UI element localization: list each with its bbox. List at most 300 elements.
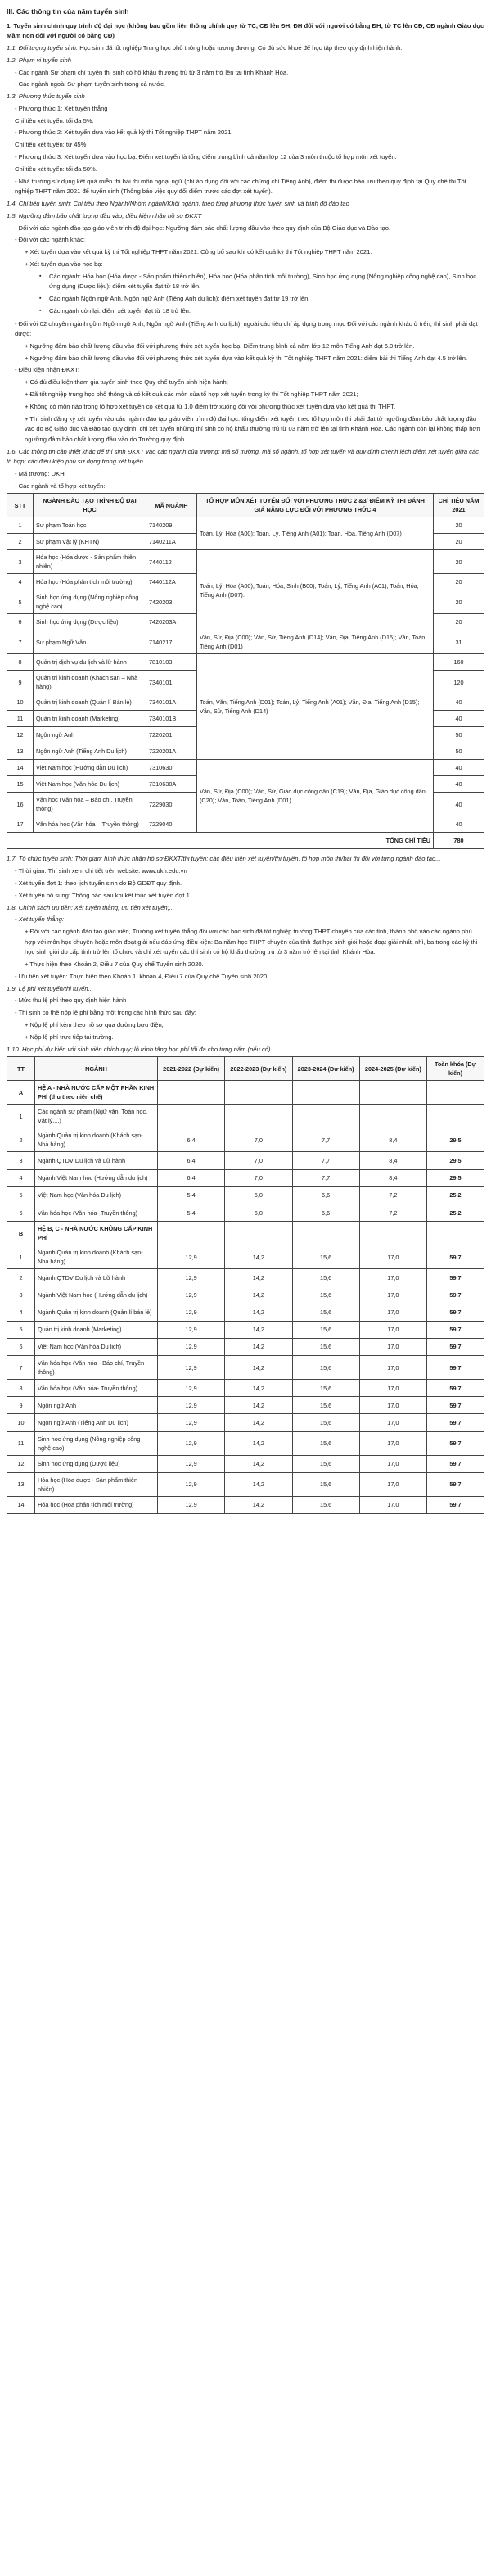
col-quota: CHỈ TIÊU NĂM 2021 <box>434 494 484 517</box>
table-row <box>7 1152 484 1169</box>
cell-quota: 20 <box>434 517 484 534</box>
priority-item: + Đối với các ngành đào tạo giáo viên, Trường xét tuyển thẳng đối với các học sinh đã tốt nghiệp trường THPT chuyên của các tỉnh, thành phố vào các ngành phù hợp với môn học chuyên hoặc môn đoạt giải nếu đáp ứng điều kiện: Ba năm học THPT chuyên của tỉnh đạt học sinh giỏi hoặc đoạt giải nhất, nhì, ba trong các kỳ thi học sinh giỏi do cấp tỉnh trở lên tổ chức và chỉ xét tuyển các thí sinh có hộ khẩu thường trú từ 3 năm trở lên tại tỉnh Khánh Hòa. <box>25 928 478 956</box>
cell-major: Việt Nam học (Hướng dẫn Du lịch) <box>34 760 146 776</box>
table-row <box>7 1169 484 1186</box>
cell-stt: 14 <box>7 760 34 776</box>
cell-year-3: 15,6 <box>292 1380 359 1397</box>
cell-total: 59,7 <box>427 1286 484 1304</box>
cell-year-4: 17,0 <box>359 1472 426 1496</box>
cell-year-3: 7,7 <box>292 1169 359 1186</box>
condition-item: + Thí sinh đăng ký xét tuyển vào các ngành đào tạo giáo viên trình độ đại học: tổng điểm xét tuyển theo tổ hợp môn thi phải đạt từ ngưỡng đảm bảo chất lượng đầu vào do Bộ Giáo dục và Đào tạo quy định, chỉ xét tuyển những thí sinh có hộ khẩu thường trú từ 03 năm trở lên tại tỉnh Khánh Hòa. Các ngành còn lại không thấp hơn ngưỡng đảm bảo chất lượng đầu vào do Trường quy định. <box>25 414 480 443</box>
cell-year-1: 12,9 <box>158 1431 225 1455</box>
cell-year-1: 6,4 <box>158 1152 225 1169</box>
heading-1: 1. Tuyển sinh chính quy trình độ đại học (không bao gồm liên thông chính quy từ TC, CĐ lên ĐH, ĐH đối với người có bằng ĐH; từ TC lên CĐ, CĐ ngành Giáo dục Mầm non đối với người có bằng CĐ) <box>7 21 484 40</box>
cell-year-4: 17,0 <box>359 1269 426 1286</box>
cell-major: Việt Nam học (Văn hóa Du lịch) <box>35 1186 158 1204</box>
cell-year-3: 15,6 <box>292 1496 359 1513</box>
cell-major: Quản trị kinh doanh (Marketing) <box>34 711 146 727</box>
total-label: TỔNG CHỈ TIÊU <box>7 833 434 849</box>
cell-major: Sinh học ứng dụng (Dược liệu) <box>35 1455 158 1472</box>
col-year-3: 2023-2024 (Dự kiến) <box>292 1057 359 1081</box>
fee-item: - Thí sinh có thể nộp lệ phí bằng một trong các hình thức sau đây: <box>15 1009 196 1017</box>
table-row <box>7 517 484 534</box>
cell-major: Các ngành sư phạm (Ngữ văn, Toán học, Vật lý,...) <box>35 1105 158 1128</box>
threshold-item: + Xét tuyển dựa vào kết quả kỳ thi Tốt nghiệp THPT năm 2021: Công bố sau khi có kết quả kỳ thi Tốt nghiệp THPT năm 2021. <box>25 248 372 256</box>
cell-total: 25,2 <box>427 1186 484 1204</box>
scope-item: - Các ngành ngoài Sư phạm tuyển sinh trong cả nước. <box>15 80 166 88</box>
cell-tt: 11 <box>7 1431 35 1455</box>
cell-year-4: 17,0 <box>359 1397 426 1414</box>
col-tt: TT <box>7 1057 35 1081</box>
s1-1-label: 1.1. Đối tượng tuyển sinh: <box>7 43 79 52</box>
cell-year-1: 12,9 <box>158 1496 225 1513</box>
cell-stt: 15 <box>7 776 34 793</box>
threshold-bullet-list <box>7 272 484 317</box>
cell-year-2: 14,2 <box>225 1472 292 1496</box>
cell-quota: 40 <box>434 760 484 776</box>
section-1-3-title: 1.3. Phương thức tuyển sinh <box>7 93 85 101</box>
cell-major: Ngôn ngữ Anh (Tiếng Anh Du lịch) <box>34 743 146 760</box>
cell-code: 7220201A <box>146 743 197 760</box>
section-1-10-title: 1.10. Học phí dự kiến với sinh viên chính quy; lộ trình tăng học phí tối đa cho từng năm (nếu có) <box>7 1045 271 1053</box>
cell-tt: 12 <box>7 1455 35 1472</box>
cell-year-1: 12,9 <box>158 1455 225 1472</box>
cell-year-1: 6,4 <box>158 1128 225 1152</box>
table-row <box>7 550 484 574</box>
table-row <box>7 1186 484 1204</box>
tuition-table-header <box>7 1057 484 1081</box>
cell-major: Sư phạm Toán học <box>34 517 146 534</box>
threshold-item: - Đối với 02 chuyên ngành gồm Ngôn ngữ Anh, Ngôn ngữ Anh (Tiếng Anh du lịch), ngoài các tiêu chí áp dụng trong mục Đối với các ngành khác ở trên, thí sinh phải đạt được: <box>15 319 478 338</box>
cell-major: Sinh học ứng dụng (Dược liệu) <box>34 614 146 630</box>
cell-code: 7310630A <box>146 776 197 793</box>
cell-year-4: 17,0 <box>359 1455 426 1472</box>
cell-code: 7420203 <box>146 590 197 614</box>
cell-year-2: 7,0 <box>225 1152 292 1169</box>
section-1-8-title: 1.8. Chính sách ưu tiên: Xét tuyển thẳng; ưu tiên xét tuyển;... <box>7 903 175 911</box>
cell-stt: 6 <box>7 614 34 630</box>
cell-year-1 <box>158 1105 225 1128</box>
empty-cell <box>359 1222 426 1245</box>
cell-tt: 8 <box>7 1380 35 1397</box>
method-item: - Phương thức 2: Xét tuyển dựa vào kết quả kỳ thi Tốt nghiệp THPT năm 2021. <box>15 129 233 137</box>
cell-major: Sư phạm Ngữ Văn <box>34 630 146 654</box>
cell-major: Sư phạm Vật lý (KHTN) <box>34 534 146 550</box>
cell-major: Quản trị kinh doanh (Marketing) <box>35 1321 158 1338</box>
schedule-item: - Xét tuyển đợt 1: theo lịch tuyển sinh do Bộ GDĐT quy định. <box>15 879 182 888</box>
condition-item: + Đã tốt nghiệp trung học phổ thông và có kết quả các môn của tổ hợp xét tuyển trong kỳ thi Tốt nghiệp THPT năm 2021; <box>25 391 358 398</box>
school-code: - Mã trường: UKH <box>15 469 65 477</box>
cell-total: 59,7 <box>427 1338 484 1355</box>
cell-tt: 13 <box>7 1472 35 1496</box>
total-value: 780 <box>434 833 484 849</box>
cell-code: 7340101B <box>146 711 197 727</box>
cell-major: Hóa học (Hóa dược - Sản phẩm thiên nhiên) <box>34 550 146 574</box>
cell-year-3: 15,6 <box>292 1356 359 1380</box>
group-a-marker: A <box>7 1081 35 1105</box>
cell-year-3: 7,7 <box>292 1152 359 1169</box>
cell-year-4: 17,0 <box>359 1245 426 1269</box>
cell-major: Văn hóa học (Văn hóa- Truyền thông) <box>35 1380 158 1397</box>
section-1-5-title: 1.5. Ngưỡng đảm bảo chất lượng đầu vào, điều kiện nhận hồ sơ ĐKXT <box>7 211 202 219</box>
cell-combos: Toán, Lý, Hóa (A00); Toán, Hóa, Sinh (B00); Toán, Lý, Tiếng Anh (A01); Toán, Hóa, Tiếng Anh (D07). <box>197 550 434 630</box>
cell-code: 7420203A <box>146 614 197 630</box>
cell-year-3: 15,6 <box>292 1304 359 1321</box>
cell-quota: 40 <box>434 711 484 727</box>
cell-total: 59,7 <box>427 1496 484 1513</box>
table-row <box>7 760 484 776</box>
cell-year-3: 6,6 <box>292 1186 359 1204</box>
cell-total: 25,2 <box>427 1204 484 1221</box>
cell-stt: 1 <box>7 517 34 534</box>
cell-total: 59,7 <box>427 1245 484 1269</box>
method-item: Chỉ tiêu xét tuyển: tối đa 50%. <box>15 165 97 173</box>
table-row <box>7 1269 484 1286</box>
cell-year-2: 7,0 <box>225 1169 292 1186</box>
cell-major: Hóa học (Hóa phân tích môi trường) <box>35 1496 158 1513</box>
cell-tt: 6 <box>7 1204 35 1221</box>
cell-stt: 4 <box>7 574 34 590</box>
group-b-row <box>7 1222 484 1245</box>
cell-quota: 20 <box>434 550 484 574</box>
cell-year-2: 14,2 <box>225 1414 292 1431</box>
cell-year-2: 14,2 <box>225 1356 292 1380</box>
cell-stt: 16 <box>7 793 34 816</box>
cell-combos: Toán, Lý, Hóa (A00); Toán, Lý, Tiếng Anh (A01); Toán, Hóa, Tiếng Anh (D07) <box>197 517 434 550</box>
cell-major: Ngành Quản trị kinh doanh (Khách sạn- Nhà hàng) <box>35 1128 158 1152</box>
group-b-label: HỆ B, C - NHÀ NƯỚC KHÔNG CẤP KINH PHÍ <box>35 1222 158 1245</box>
cell-code: 7140211A <box>146 534 197 550</box>
cell-code: 7220201 <box>146 727 197 743</box>
empty-cell <box>158 1222 225 1245</box>
cell-year-1: 12,9 <box>158 1304 225 1321</box>
cell-year-3: 15,6 <box>292 1269 359 1286</box>
cell-year-3: 15,6 <box>292 1286 359 1304</box>
cell-stt: 3 <box>7 550 34 574</box>
cell-major: Ngành Việt Nam học (Hướng dẫn du lịch) <box>35 1169 158 1186</box>
cell-year-1: 12,9 <box>158 1472 225 1496</box>
empty-cell <box>225 1222 292 1245</box>
table-row <box>7 1338 484 1355</box>
cell-year-4: 7,2 <box>359 1186 426 1204</box>
cell-code: 7229030 <box>146 793 197 816</box>
cell-stt: 5 <box>7 590 34 614</box>
section-1-6-title: 1.6. Các thông tin cần thiết khác để thí sinh ĐKXT vào các ngành của trường: mã số trường, mã số ngành, tổ hợp xét tuyển và quy định chênh lệch điểm xét tuyển giữa các tổ hợp; các điều kiện phụ sử dụng trong xét tuyển... <box>7 447 479 466</box>
cell-major: Quản trị kinh doanh (Quản lí Bán lẻ) <box>34 694 146 711</box>
cell-year-2: 14,2 <box>225 1431 292 1455</box>
cell-major: Ngành QTDV Du lịch và Lữ hành <box>35 1269 158 1286</box>
cell-total: 29,5 <box>427 1169 484 1186</box>
table-row <box>7 630 484 654</box>
group-b-marker: B <box>7 1222 35 1245</box>
cell-quota: 40 <box>434 816 484 833</box>
cell-major: Ngành Quản trị kinh doanh (Khách sạn- Nhà hàng) <box>35 1245 158 1269</box>
col-major: NGÀNH <box>35 1057 158 1081</box>
cell-code: 7440112 <box>146 550 197 574</box>
cell-combos: Văn, Sử, Địa (C00); Văn, Sử, Giáo dục công dân (C19); Văn, Địa, Giáo dục công dân (C20); Văn, Toán, Tiếng Anh (D01) <box>197 760 434 833</box>
empty-cell <box>292 1081 359 1105</box>
cell-year-3 <box>292 1105 359 1128</box>
cell-total: 59,7 <box>427 1356 484 1380</box>
threshold-item: - Đối với các ngành khác: <box>15 236 86 244</box>
cell-major: Quản trị dịch vụ du lịch và lữ hành <box>34 654 146 671</box>
priority-item: - Ưu tiên xét tuyển: Thực hiện theo Khoản 1, khoản 4, Điều 7 của Quy chế Tuyển sinh 2020. <box>15 972 269 980</box>
table-row <box>7 1286 484 1304</box>
cell-code: 7140217 <box>146 630 197 654</box>
method-item: Chỉ tiêu xét tuyển: tối đa 5%. <box>15 116 94 124</box>
cell-year-2: 6,0 <box>225 1204 292 1221</box>
table-row <box>7 1204 484 1221</box>
table-row <box>7 1455 484 1472</box>
cell-quota: 160 <box>434 654 484 671</box>
cell-quota: 120 <box>434 671 484 694</box>
cell-year-1: 12,9 <box>158 1356 225 1380</box>
cell-stt: 9 <box>7 671 34 694</box>
cell-major: Quản trị kinh doanh (Khách sạn – Nhà hàng) <box>34 671 146 694</box>
cell-code: 7340101 <box>146 671 197 694</box>
cell-year-1: 12,9 <box>158 1414 225 1431</box>
empty-cell <box>427 1222 484 1245</box>
section-1-9-title: 1.9. Lệ phí xét tuyển/thi tuyển... <box>7 984 93 992</box>
cell-year-2: 14,2 <box>225 1338 292 1355</box>
cell-tt: 6 <box>7 1338 35 1355</box>
table-row <box>7 1496 484 1513</box>
cell-year-1: 12,9 <box>158 1269 225 1286</box>
table-row <box>7 1380 484 1397</box>
table-row <box>7 1472 484 1496</box>
cell-total <box>427 1105 484 1128</box>
condition-item: - Điều kiện nhận ĐKXT: <box>15 366 79 374</box>
table-row <box>7 1128 484 1152</box>
cell-major: Ngôn ngữ Anh (Tiếng Anh Du lịch) <box>35 1414 158 1431</box>
col-year-4: 2024-2025 (Dự kiến) <box>359 1057 426 1081</box>
cell-year-1: 6,4 <box>158 1169 225 1186</box>
cell-year-1: 5,4 <box>158 1204 225 1221</box>
cell-year-3: 15,6 <box>292 1321 359 1338</box>
section-1-1-title <box>7 43 484 54</box>
cell-stt: 12 <box>7 727 34 743</box>
fee-item: + Nộp lệ phí kèm theo hồ sơ qua đường bưu điện; <box>25 1021 164 1029</box>
cell-code: 7340101A <box>146 694 197 711</box>
cell-code: 7229040 <box>146 816 197 833</box>
cell-code: 7140209 <box>146 517 197 534</box>
cell-quota: 20 <box>434 534 484 550</box>
section-1-7-title: 1.7. Tổ chức tuyển sinh: Thời gian; hình thức nhận hồ sơ ĐKXT/thi tuyển; các điều kiện xét tuyển/thi tuyển, tổ hợp môn thi/bài thi đối với từng ngành đào tạo... <box>7 855 441 863</box>
cell-year-4: 8,4 <box>359 1152 426 1169</box>
cell-code: 7440112A <box>146 574 197 590</box>
empty-cell <box>427 1081 484 1105</box>
cell-total: 59,7 <box>427 1321 484 1338</box>
cell-year-4: 17,0 <box>359 1286 426 1304</box>
cell-year-4: 17,0 <box>359 1356 426 1380</box>
cell-year-1: 12,9 <box>158 1286 225 1304</box>
cell-tt: 7 <box>7 1356 35 1380</box>
cell-code: 7810103 <box>146 654 197 671</box>
method-item: Chỉ tiêu xét tuyển: từ 45% <box>15 141 87 149</box>
s1-1-text: Học sinh đã tốt nghiệp Trung học phổ thông hoặc tương đương. Có đủ sức khoẻ để học tập theo quy định hiện hành. <box>79 43 403 52</box>
cell-total: 59,7 <box>427 1304 484 1321</box>
cell-year-4: 17,0 <box>359 1431 426 1455</box>
table-row <box>7 1397 484 1414</box>
cell-year-2: 14,2 <box>225 1397 292 1414</box>
cell-major: Ngôn ngữ Anh <box>34 727 146 743</box>
cell-major: Ngôn ngữ Anh <box>35 1397 158 1414</box>
cell-total: 59,7 <box>427 1431 484 1455</box>
table-row <box>7 1105 484 1128</box>
cell-total: 59,7 <box>427 1269 484 1286</box>
cell-tt: 9 <box>7 1397 35 1414</box>
cell-tt: 3 <box>7 1152 35 1169</box>
table-row <box>7 1414 484 1431</box>
threshold-item: + Ngưỡng đảm bảo chất lượng đầu vào đối với phương thức xét tuyển học bạ: Điểm trung bình cả năm lớp 12 môn Tiếng Anh đạt 6.0 trở lên. <box>25 341 415 350</box>
cell-year-2: 7,0 <box>225 1128 292 1152</box>
cell-year-1: 12,9 <box>158 1380 225 1397</box>
cell-major: Văn hóa học (Văn hóa- Truyền thông) <box>35 1204 158 1221</box>
cell-quota: 40 <box>434 793 484 816</box>
cell-major: Sinh học ứng dụng (Nông nghiệp công nghệ cao) <box>34 590 146 614</box>
cell-year-2: 14,2 <box>225 1496 292 1513</box>
method-item: - Phương thức 1: Xét tuyển thẳng <box>15 104 108 112</box>
section-1-2-title: 1.2. Phạm vi tuyển sinh <box>7 56 71 64</box>
tuition-table <box>7 1056 484 1514</box>
cell-year-1: 12,9 <box>158 1397 225 1414</box>
total-row <box>7 833 484 849</box>
cell-total: 29,5 <box>427 1128 484 1152</box>
cell-major: Ngành QTDV Du lịch và Lữ hành <box>35 1152 158 1169</box>
col-combos: TỔ HỢP MÔN XÉT TUYỂN ĐỐI VỚI PHƯƠNG THỨC 2 &3/ ĐIỂM KỲ THI ĐÁNH GIÁ NĂNG LỰC ĐỐI VỚI PHƯƠNG THỨC 4 <box>197 494 434 517</box>
cell-stt: 13 <box>7 743 34 760</box>
cell-quota: 20 <box>434 590 484 614</box>
cell-year-4: 17,0 <box>359 1414 426 1431</box>
method-item: - Phương thức 3: Xét tuyển dựa vào học bạ: Điểm xét tuyển là tổng điểm trung bình cả năm lớp 12 của 3 môn thuộc tổ hợp môn xét tuyển. <box>15 153 397 160</box>
cell-year-3: 7,7 <box>292 1128 359 1152</box>
cell-major: Việt Nam học (Văn hóa Du lịch) <box>34 776 146 793</box>
cell-year-1: 12,9 <box>158 1338 225 1355</box>
cell-year-2 <box>225 1105 292 1128</box>
cell-tt: 1 <box>7 1245 35 1269</box>
threshold-item: + Ngưỡng đảm bảo chất lượng đầu vào đối với phương thức xét tuyển dựa vào kết quả kỳ thi Tốt nghiệp THPT năm 2021: điểm bài thi Tiếng Anh đạt 4.5 trở lên. <box>25 354 468 362</box>
empty-cell <box>292 1222 359 1245</box>
cell-quota: 20 <box>434 574 484 590</box>
cell-major: Việt Nam học (Văn hóa Du lịch) <box>35 1338 158 1355</box>
cell-year-3: 15,6 <box>292 1431 359 1455</box>
cell-year-4 <box>359 1105 426 1128</box>
condition-item: + Không có môn nào trong tổ hợp xét tuyển có kết quả từ 1,0 điểm trở xuống đối với phương thức xét tuyển dựa vào kết quả thi THPT. <box>25 402 396 410</box>
col-total: Toàn khóa (Dự kiến) <box>427 1057 484 1081</box>
section-1-4-title: 1.4. Chỉ tiêu tuyển sinh: Chỉ tiêu theo Ngành/Nhóm ngành/Khối ngành, theo từng phương thức tuyển sinh và trình độ đào tạo <box>7 199 349 207</box>
col-code: MÃ NGÀNH <box>146 494 197 517</box>
cell-major: Văn học (Văn hóa – Báo chí, Truyền thông) <box>34 793 146 816</box>
col-year-1: 2021-2022 (Dự kiến) <box>158 1057 225 1081</box>
schedule-item: - Xét tuyển bổ sung: Thông báo sau khi kết thúc xét tuyển đợt 1. <box>15 891 191 899</box>
cell-total: 29,5 <box>427 1152 484 1169</box>
cell-tt: 10 <box>7 1414 35 1431</box>
cell-year-1: 12,9 <box>158 1245 225 1269</box>
cell-tt: 3 <box>7 1286 35 1304</box>
cell-tt: 5 <box>7 1321 35 1338</box>
cell-year-3: 15,6 <box>292 1397 359 1414</box>
cell-tt: 1 <box>7 1105 35 1128</box>
cell-quota: 50 <box>434 743 484 760</box>
cell-year-3: 15,6 <box>292 1455 359 1472</box>
cell-total: 59,7 <box>427 1472 484 1496</box>
cell-total: 59,7 <box>427 1414 484 1431</box>
cell-tt: 2 <box>7 1269 35 1286</box>
cell-year-4: 7,2 <box>359 1204 426 1221</box>
col-stt: STT <box>7 494 34 517</box>
col-year-2: 2022-2023 (Dự kiến) <box>225 1057 292 1081</box>
cell-year-3: 15,6 <box>292 1338 359 1355</box>
table-row <box>7 1245 484 1269</box>
cell-year-1: 5,4 <box>158 1186 225 1204</box>
cell-quota: 40 <box>434 694 484 711</box>
threshold-bullet: ▪ Các ngành Ngôn ngữ Anh, Ngôn ngữ Anh (Tiếng Anh du lịch): điểm xét tuyển đạt từ 19 trở lên. <box>7 294 484 305</box>
majors-table <box>7 493 484 849</box>
empty-cell <box>359 1081 426 1105</box>
cell-tt: 14 <box>7 1496 35 1513</box>
cell-combos: Toán, Văn, Tiếng Anh (D01); Toán, Lý, Tiếng Anh (A01); Văn, Địa, Tiếng Anh (D15); Văn, Sử, Tiếng Anh (D14) <box>197 654 434 760</box>
cell-tt: 5 <box>7 1186 35 1204</box>
cell-year-3: 15,6 <box>292 1245 359 1269</box>
cell-year-3: 15,6 <box>292 1472 359 1496</box>
cell-quota: 31 <box>434 630 484 654</box>
cell-year-2: 14,2 <box>225 1380 292 1397</box>
cell-year-2: 14,2 <box>225 1321 292 1338</box>
method-item: - Nhà trường sử dụng kết quả miễn thi bài thi môn ngoại ngữ (chỉ áp dụng đối với các chứng chỉ Tiếng Anh), điểm thi được bảo lưu theo quy định tại Quy chế thi Tốt nghiệp THPT năm 2021 để tuyển sinh (Thông báo việc quy đổi điểm trước các đợt xét tuyển). <box>15 177 466 196</box>
fee-item: + Nộp lệ phí trực tiếp tại trường. <box>25 1033 114 1041</box>
cell-year-4: 17,0 <box>359 1380 426 1397</box>
section-title: III. Các thông tin của năm tuyển sinh <box>7 7 129 16</box>
cell-major: Văn hóa học (Văn hóa – Truyền thông) <box>34 816 146 833</box>
majors-table-header <box>7 494 484 517</box>
cell-year-2: 14,2 <box>225 1286 292 1304</box>
cell-major: Sinh học ứng dụng (Nông nghiệp công nghệ cao) <box>35 1431 158 1455</box>
cell-year-4: 8,4 <box>359 1128 426 1152</box>
cell-year-4: 17,0 <box>359 1321 426 1338</box>
cell-total: 59,7 <box>427 1455 484 1472</box>
tuition-body <box>7 1081 484 1514</box>
condition-item: + Có đủ điều kiện tham gia tuyển sinh theo Quy chế tuyển sinh hiện hành; <box>25 378 228 386</box>
cell-year-4: 17,0 <box>359 1338 426 1355</box>
cell-major: Ngành Quản trị kinh doanh (Quản lí bán lẻ) <box>35 1304 158 1321</box>
group-a-label: HỆ A - NHÀ NƯỚC CẤP MỘT PHẦN KINH PHÍ (thu theo niên chế) <box>35 1081 158 1105</box>
cell-stt: 7 <box>7 630 34 654</box>
group-a-row <box>7 1081 484 1105</box>
cell-code: 7310630 <box>146 760 197 776</box>
cell-year-2: 14,2 <box>225 1304 292 1321</box>
priority-item: + Thực hiện theo Khoản 2, Điều 7 của Quy chế Tuyển sinh 2020. <box>25 960 204 969</box>
cell-quota: 40 <box>434 776 484 793</box>
table-row <box>7 1431 484 1455</box>
cell-major: Ngành Việt Nam học (Hướng dẫn du lịch) <box>35 1286 158 1304</box>
cell-total: 59,7 <box>427 1397 484 1414</box>
schedule-item: - Thời gian: Thí sinh xem chi tiết trên website: www.ukh.edu.vn <box>15 867 187 875</box>
threshold-bullet: ▪ Các ngành: Hóa học (Hóa dược - Sản phẩm thiên nhiên), Hóa học (Hóa phân tích môi trường), Sinh học ứng dụng (Nông nghiệp công nghệ cao), Sinh học ứng dụng (Dược liệu): điểm xét tuyển đạt từ 18 trở lên. <box>7 272 484 292</box>
threshold-item: + Xét tuyển dựa vào học bạ: <box>25 260 103 268</box>
cell-year-3: 6,6 <box>292 1204 359 1221</box>
cell-year-2: 14,2 <box>225 1455 292 1472</box>
cell-stt: 2 <box>7 534 34 550</box>
majors-intro: - Các ngành và tổ hợp xét tuyển: <box>15 481 106 490</box>
cell-tt: 4 <box>7 1169 35 1186</box>
cell-stt: 17 <box>7 816 34 833</box>
threshold-bullet: ▪ Các ngành còn lại: điểm xét tuyển đạt từ 18 trở lên. <box>7 306 484 317</box>
cell-tt: 2 <box>7 1128 35 1152</box>
cell-year-2: 14,2 <box>225 1245 292 1269</box>
cell-tt: 4 <box>7 1304 35 1321</box>
cell-year-2: 6,0 <box>225 1186 292 1204</box>
cell-year-4: 8,4 <box>359 1169 426 1186</box>
